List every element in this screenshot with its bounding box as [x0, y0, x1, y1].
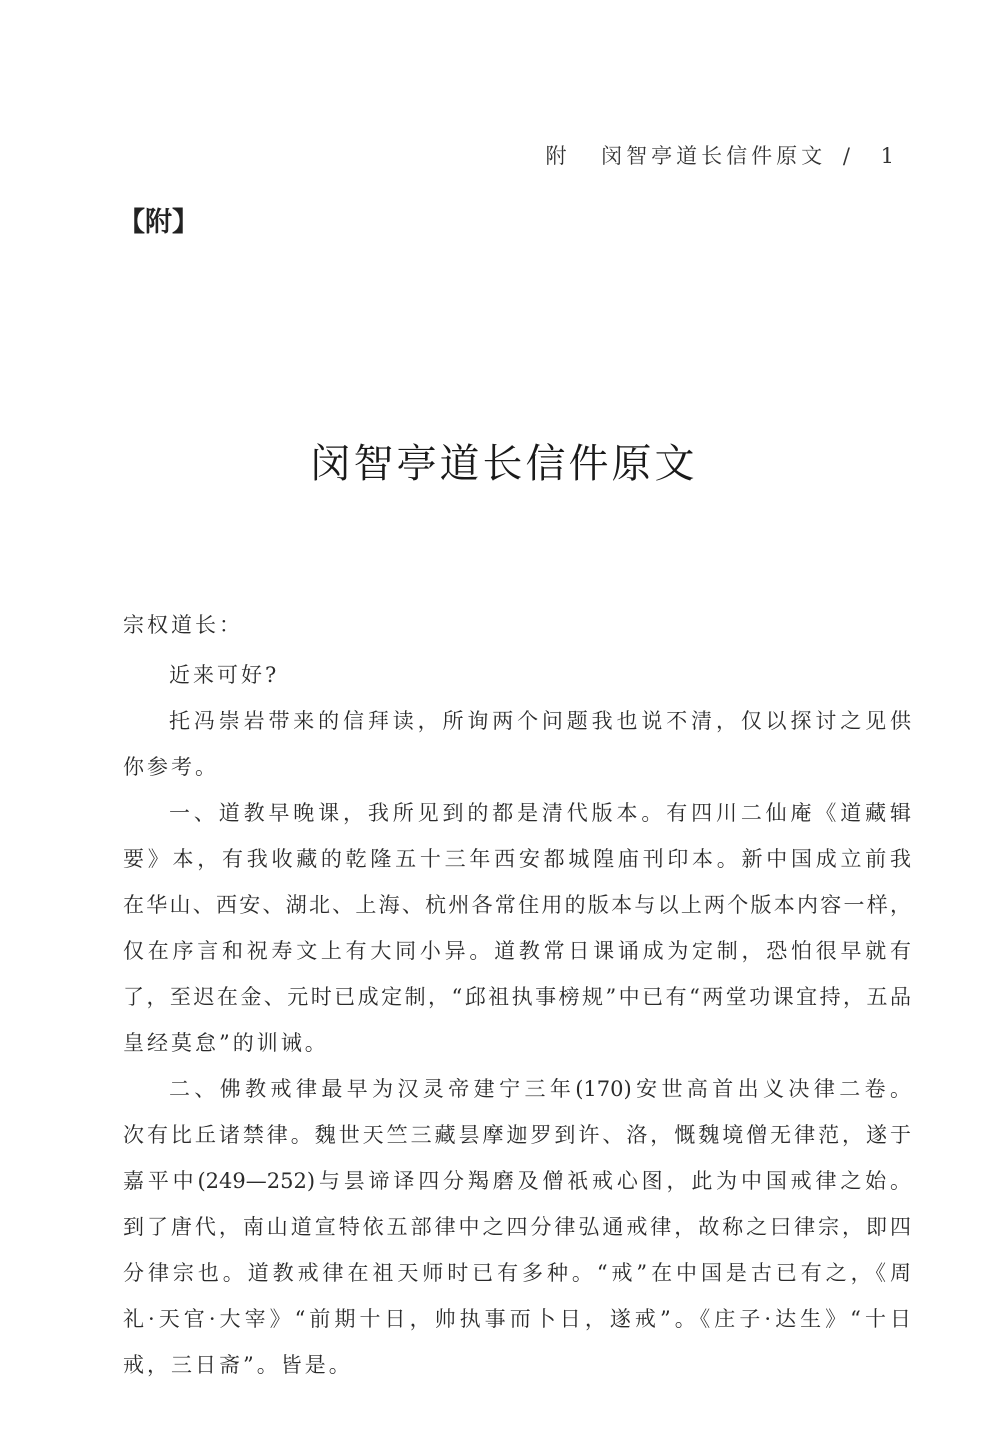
- section-mark: 【附】: [118, 207, 199, 238]
- paragraph-line: 到了唐代，南山道宣特依五部律中之四分律弘通戒律，故称之曰律宗，即四: [123, 1215, 911, 1239]
- paragraph-line: 礼·天官·大宰》“前期十日，帅执事而卜日，遂戒”。《庄子·达生》“十日: [123, 1307, 911, 1331]
- page-number: 1: [880, 144, 898, 168]
- header-section: 附: [545, 144, 571, 168]
- header-title: 闵智亭道长信件原文: [601, 144, 827, 168]
- paragraph-3: [123, 1066, 911, 1388]
- paragraph-line: 二、佛教戒律最早为汉灵帝建宁三年(170)安世高首出义决律二卷。: [169, 1077, 911, 1101]
- paragraph-line: 皇经莫怠”的训诫。: [123, 1031, 329, 1055]
- greeting: 近来可好?: [169, 663, 280, 687]
- paragraph-line: 你参考。: [123, 755, 219, 779]
- salutation: 宗权道长：: [123, 613, 243, 637]
- paragraph-line: 一、道教早晚课，我所见到的都是清代版本。有四川二仙庵《道藏辑: [169, 801, 911, 825]
- paragraph-line: 要》本，有我收藏的乾隆五十三年西安都城隍庙刊印本。新中国成立前我: [123, 847, 911, 871]
- page-title: 闵智亭道长信件原文: [310, 441, 698, 487]
- header-separator: /: [842, 144, 854, 168]
- paragraph-line: 嘉平中(249—252)与昙谛译四分羯磨及僧祇戒心图，此为中国戒律之始。: [123, 1169, 911, 1193]
- paragraph-line: 次有比丘诸禁律。魏世天竺三藏昙摩迦罗到许、洛，慨魏境僧无律范，遂于: [123, 1123, 911, 1147]
- paragraph-line: 在华山、西安、湖北、上海、杭州各常住用的版本与以上两个版本内容一样，: [123, 893, 911, 917]
- paragraph-line: 戒，三日斋”。皆是。: [123, 1353, 353, 1377]
- running-header: [539, 140, 898, 170]
- letter-body: [123, 602, 911, 1388]
- paragraph-line: 托冯崇岩带来的信拜读，所询两个问题我也说不清，仅以探讨之见供: [169, 709, 911, 733]
- paragraph-line: 仅在序言和祝寿文上有大同小异。道教常日课诵成为定制，恐怕很早就有: [123, 939, 911, 963]
- paragraph-2: [123, 790, 911, 1066]
- paragraph-line: 了，至迟在金、元时已成定制，“邱祖执事榜规”中已有“两堂功课宜持，五品: [123, 985, 911, 1009]
- paragraph-line: 分律宗也。道教戒律在祖天师时已有多种。“戒”在中国是古已有之，《周: [123, 1261, 911, 1285]
- paragraph-1: [123, 698, 911, 790]
